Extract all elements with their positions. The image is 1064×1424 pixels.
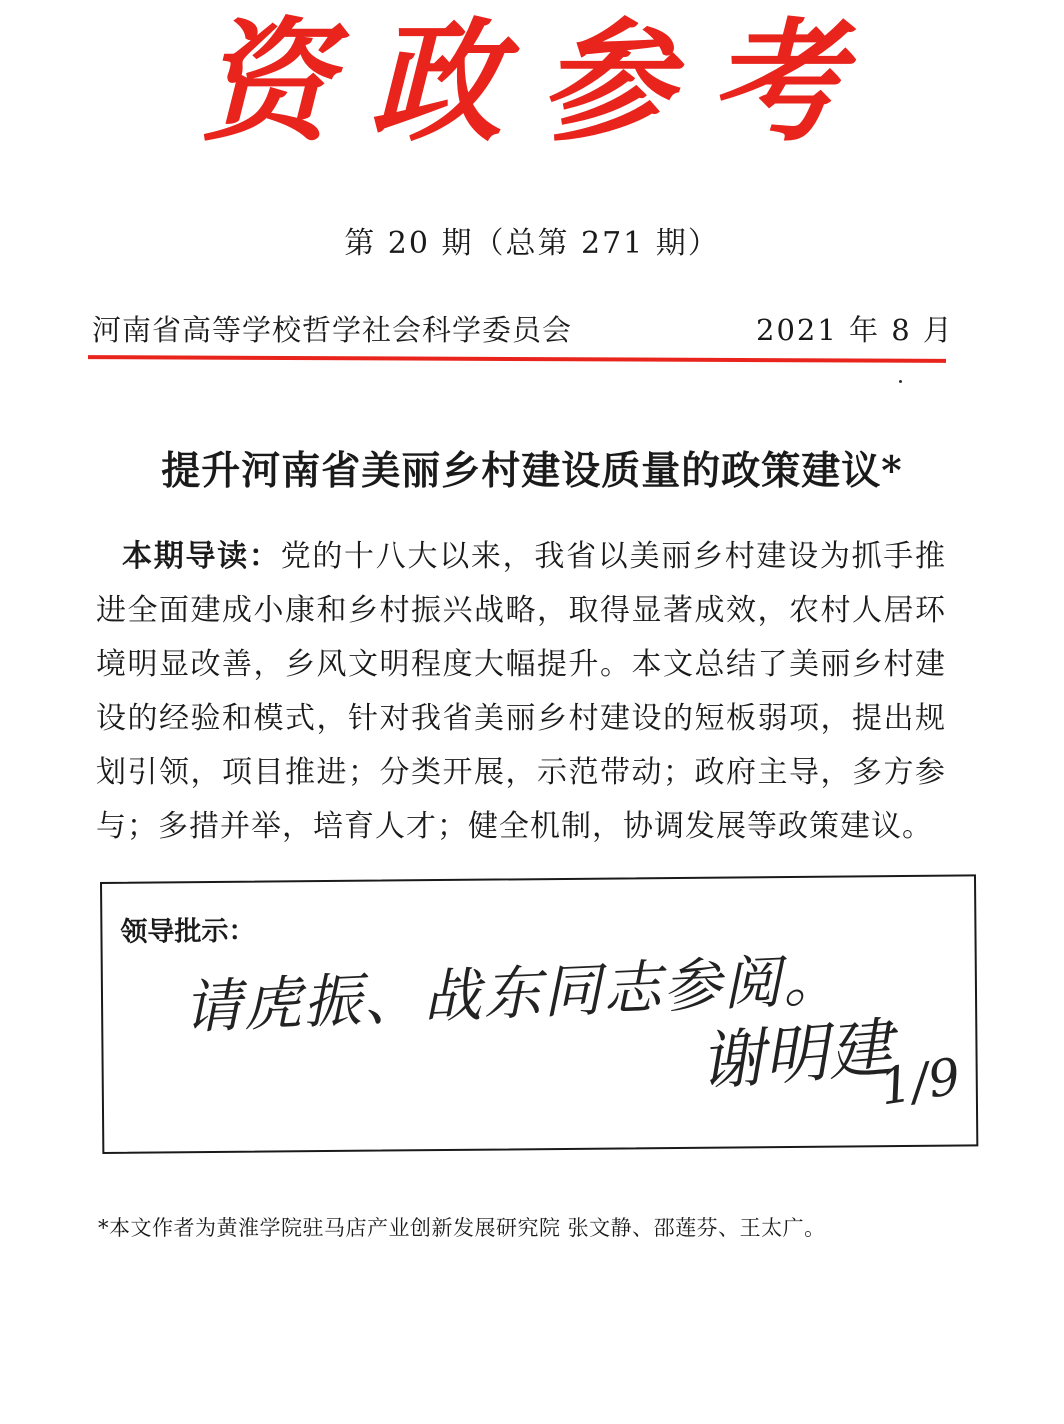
- masthead-title: 资政参考: [200, 5, 880, 160]
- signature-date: 1/9: [875, 1047, 965, 1117]
- instruction-label: 领导批示：: [120, 915, 256, 948]
- author-footnote: *本文作者为黄淮学院驻马店产业创新发展研究院 张文静、邵莲芬、王太广。: [98, 1216, 826, 1240]
- article-intro: [96, 530, 946, 854]
- handwritten-instruction: 请虎振、战东同志参阅。: [181, 945, 845, 1042]
- intro-text: 党的十八大以来，我省以美丽乡村建设为抓手推进全面建成小康和乡村振兴战略，取得显著成效，农村人居环境明显改善，乡风文明程度大幅提升。本文总结了美丽乡村建设的经验和模式，针对我省美丽乡村建设的短板弱项，提出规划引领，项目推进；分类开展，示范带动；政府主导，多方参与；多措并举，培育人才；健全机制，协调发展等政策建议。: [96, 539, 947, 844]
- red-divider: [88, 355, 946, 363]
- publisher: 河南省高等学校哲学社会科学委员会: [92, 313, 573, 347]
- publication-date: 2021 年 8 月: [756, 313, 954, 347]
- leader-instruction-box: [100, 874, 978, 1154]
- issue-number: 第 20 期（总第 271 期）: [344, 226, 720, 261]
- handwritten-signature: 谢明建: [697, 1011, 895, 1101]
- article-title: 提升河南省美丽乡村建设质量的政策建议*: [161, 448, 903, 494]
- scan-speck: [899, 380, 902, 383]
- intro-label: 本期导读：: [122, 539, 281, 574]
